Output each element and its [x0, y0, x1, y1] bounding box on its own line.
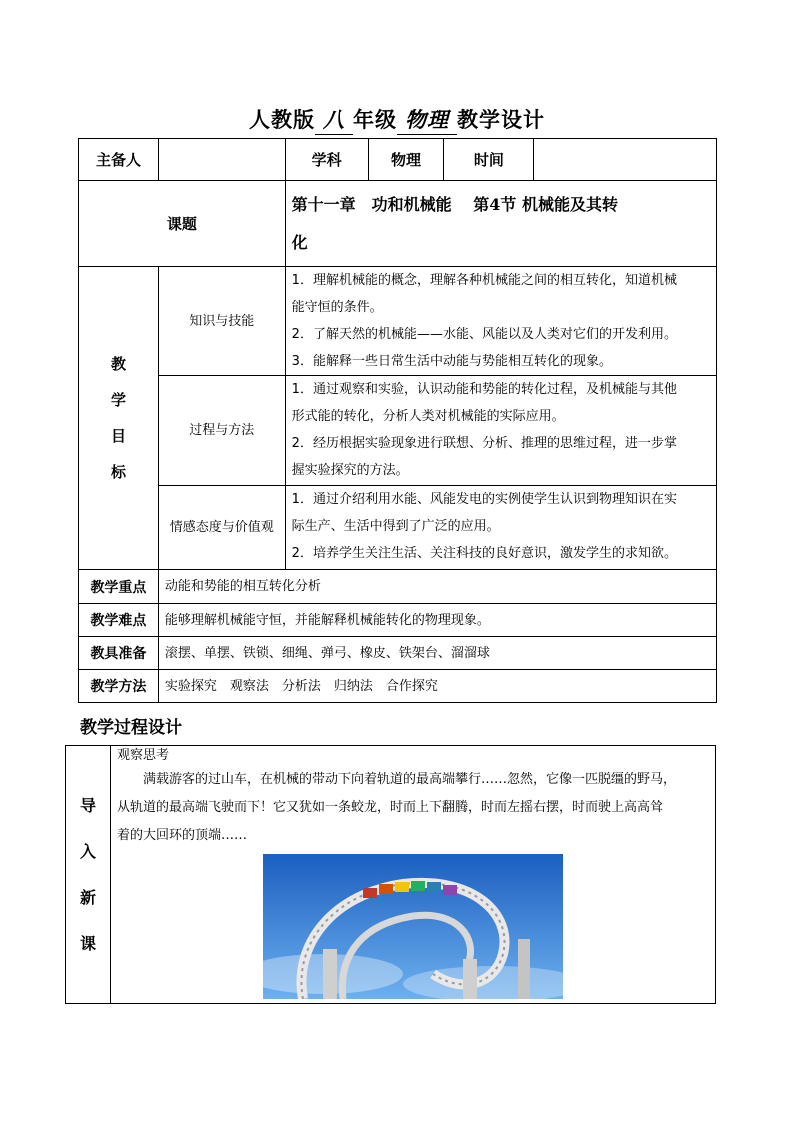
roller-coaster-photo: [263, 854, 563, 999]
title-mid: 年级: [353, 107, 397, 132]
goal-line: 1．理解机械能的概念，理解各种机械能之间的相互转化，知道机械: [291, 273, 677, 288]
goal-row-knowledge: [79, 267, 717, 376]
grade-handwritten: 八: [315, 104, 353, 135]
support-pillar: [323, 949, 337, 999]
key-point-row: [79, 570, 717, 604]
goals-label-char: 学: [110, 391, 126, 409]
process-table: [65, 745, 716, 1004]
goal-text: [285, 376, 716, 486]
stage-label: [66, 746, 111, 1004]
topic-row: [79, 181, 717, 267]
goal-text: [285, 267, 716, 376]
subject-handwritten: 物理: [397, 104, 457, 135]
goal-line: 1．通过观察和实验，认识动能和势能的转化过程，及机械能与其他: [291, 382, 677, 397]
stage-char: 新: [79, 887, 96, 907]
lesson-info-table: [78, 138, 717, 703]
goal-line: 3．能解释一些日常生活中动能与势能相互转化的现象。: [291, 354, 612, 369]
goals-label-char: 目: [110, 427, 126, 445]
goals-label-char: 教: [110, 355, 126, 373]
stage-char: 课: [79, 933, 96, 953]
time-label: 时间: [444, 139, 534, 181]
intro-line: 满载游客的过山车，在机械的带动下向着轨道的最高端攀行……忽然，它像一匹脱缰的野马，: [143, 772, 677, 787]
goal-line: 2．了解天然的机械能——水能、风能以及人类对它们的开发利用。: [291, 327, 677, 342]
goals-label-char: 标: [110, 463, 126, 481]
stage-char: 导: [79, 795, 96, 815]
key-point-label: 教学重点: [79, 570, 159, 604]
topic-line-2: 化: [291, 232, 308, 252]
goal-line: 2．培养学生关注生活、关注科技的良好意识，激发学生的求知欲。: [291, 546, 677, 561]
title-suffix: 教学设计: [457, 107, 545, 132]
lead-value: [158, 139, 285, 181]
goal-line: 1．通过介绍利用水能、风能发电的实例使学生认识到物理知识在实: [291, 492, 677, 507]
subject-value: 物理: [368, 139, 444, 181]
title-prefix: 人教版: [249, 107, 315, 132]
support-pillar: [463, 959, 477, 999]
page-title: [0, 104, 794, 135]
lead-label: 主备人: [79, 139, 159, 181]
methods-row: [79, 670, 717, 703]
methods-value: 实验探究 观察法 分析法 归纳法 合作探究: [158, 670, 716, 703]
time-value: [534, 139, 717, 181]
goal-line: 际生产、生活中得到了广泛的应用。: [291, 519, 500, 534]
methods-label: 教学方法: [79, 670, 159, 703]
intro-line: 从轨道的最高端飞驶而下！它又犹如一条蛟龙，时而上下翻腾，时而左摇右摆，时而驶上高高耸: [117, 800, 664, 815]
goal-text: [285, 486, 716, 570]
goal-line: 形式能的转化，分析人类对机械能的实际应用。: [291, 409, 565, 424]
intro-subheading: 观察思考: [117, 748, 170, 763]
intro-line: 着的大回环的顶端……: [117, 828, 248, 843]
support-pillar: [518, 939, 530, 999]
goal-category: 过程与方法: [158, 376, 285, 486]
goal-category: 情感态度与价值观: [158, 486, 285, 570]
difficulty-row: [79, 604, 717, 637]
intro-row: [66, 746, 716, 1004]
process-heading: 教学过程设计: [80, 718, 182, 738]
goal-line: 2．经历根据实验现象进行联想、分析、推理的思维过程，进一步掌: [291, 436, 677, 451]
goal-row-attitude: [79, 486, 717, 570]
difficulty-value: 能够理解机械能守恒，并能解释机械能转化的物理现象。: [158, 604, 716, 637]
subject-label: 学科: [285, 139, 368, 181]
goals-label: [79, 267, 159, 570]
topic-label: 课题: [79, 181, 286, 267]
materials-row: [79, 637, 717, 670]
info-row: [79, 139, 717, 181]
goal-line: 握实验探究的方法。: [291, 463, 409, 478]
difficulty-label: 教学难点: [79, 604, 159, 637]
key-point-value: 动能和势能的相互转化分析: [158, 570, 716, 604]
materials-value: 滚摆、单摆、铁锁、细绳、弹弓、橡皮、铁架台、溜溜球: [158, 637, 716, 670]
goal-line: 能守恒的条件。: [291, 300, 383, 315]
goal-row-process: [79, 376, 717, 486]
topic-line-1: 第十一章 功和机械能 第4节 机械能及其转: [291, 194, 618, 214]
stage-char: 入: [79, 841, 96, 861]
materials-label: 教具准备: [79, 637, 159, 670]
intro-content: [111, 746, 716, 1004]
goal-category: 知识与技能: [158, 267, 285, 376]
topic-value: [285, 181, 716, 267]
